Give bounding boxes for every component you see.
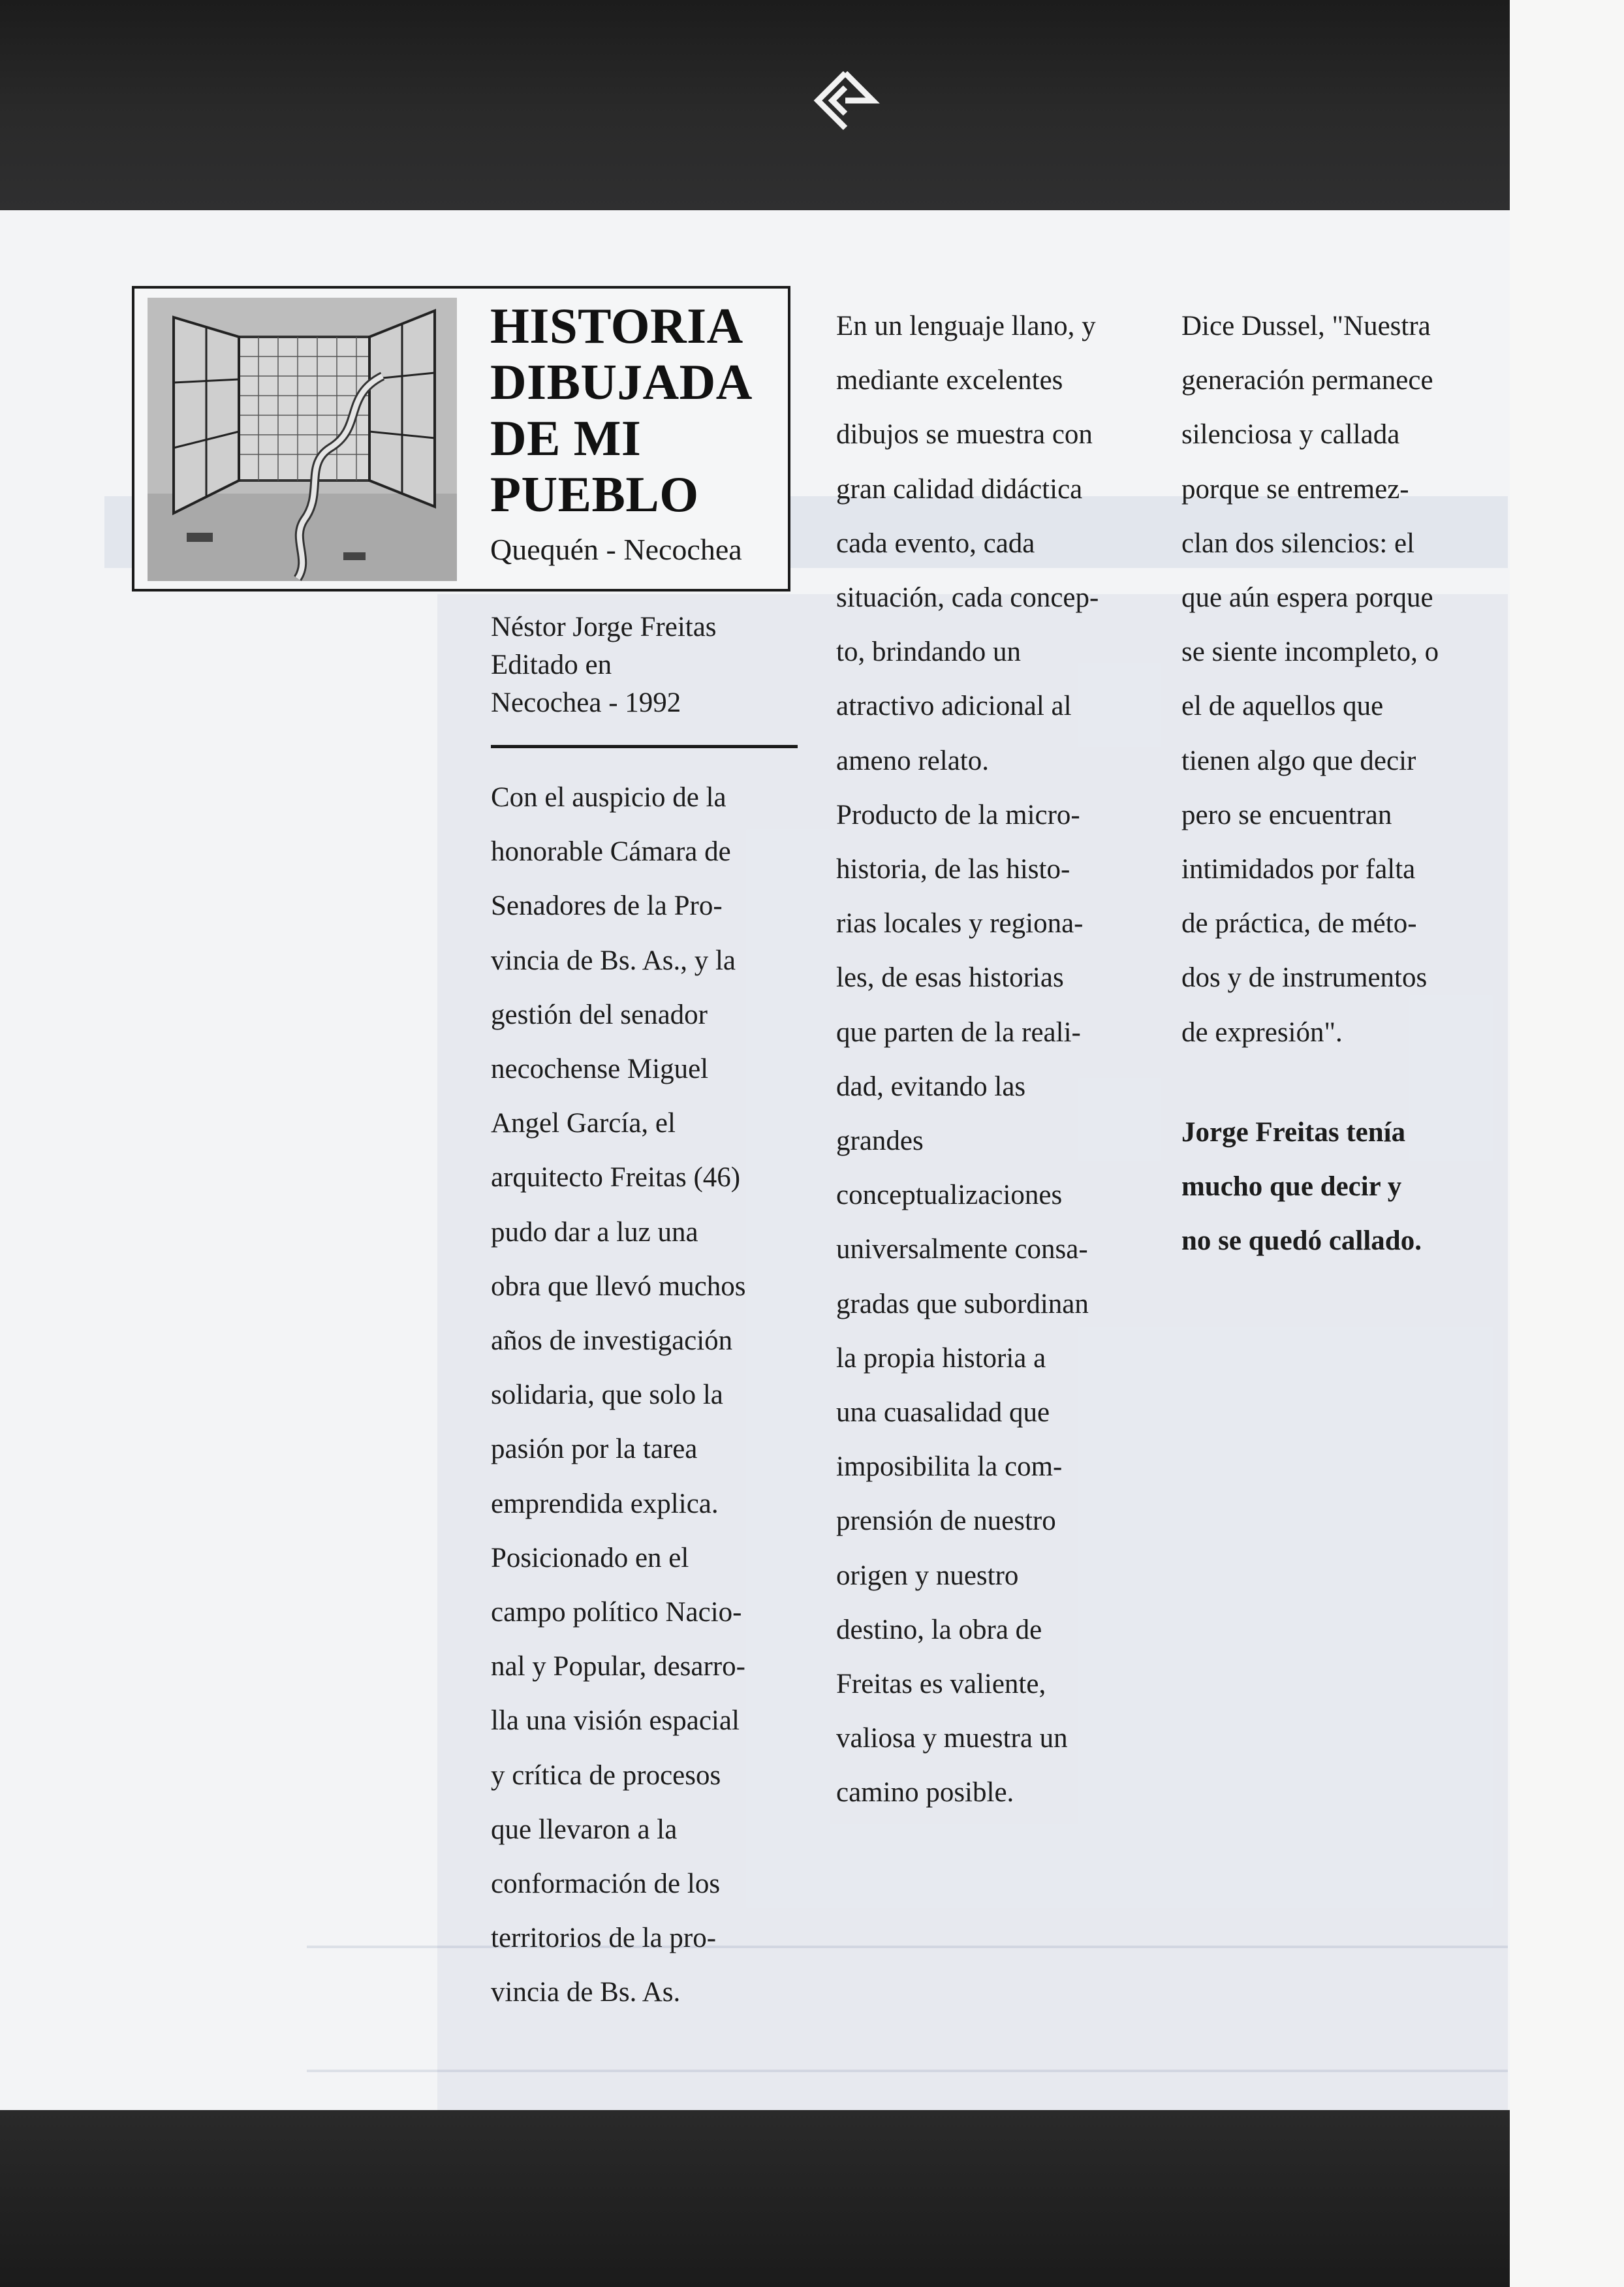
text-line: de práctica, de méto- bbox=[1181, 908, 1417, 939]
text-line: cada evento, cada bbox=[836, 528, 1035, 559]
text-line: Freitas es valiente, bbox=[836, 1669, 1046, 1700]
text-line: ameno relato. bbox=[836, 745, 990, 776]
text-line: que llevaron a la bbox=[491, 1814, 678, 1845]
text-line: Dice Dussel, "Nuestra bbox=[1181, 311, 1431, 341]
title-line: DE MI bbox=[490, 410, 642, 466]
text-line: to, brindando un bbox=[836, 637, 1022, 668]
text-line: y crítica de procesos bbox=[491, 1759, 721, 1791]
credit-line: Editado en bbox=[491, 650, 612, 680]
text-line: que aún espera porque bbox=[1181, 582, 1433, 614]
text-line: les, de esas historias bbox=[836, 962, 1064, 994]
text-line: prensión de nuestro bbox=[836, 1506, 1056, 1537]
text-line: silenciosa y callada bbox=[1181, 419, 1400, 450]
article-header-box bbox=[132, 286, 790, 591]
text-line: dibujos se muestra con bbox=[836, 419, 1093, 450]
text-line: solidaria, que solo la bbox=[491, 1380, 723, 1411]
credit-line: Necochea - 1992 bbox=[491, 687, 681, 718]
text-line: universalmente consa- bbox=[836, 1234, 1088, 1265]
text-line: mediante excelentes bbox=[836, 365, 1063, 396]
text-line: obra que llevó muchos bbox=[491, 1270, 746, 1302]
text-column-3 bbox=[1181, 299, 1501, 1268]
text-line: gradas que subordinan bbox=[836, 1288, 1089, 1319]
text-column-2 bbox=[836, 299, 1156, 1820]
text-line: grandes bbox=[836, 1126, 924, 1157]
text-line: situación, cada concep- bbox=[836, 582, 1099, 614]
text-line: porque se entremez- bbox=[1181, 473, 1409, 505]
text-line: Senadores de la Pro- bbox=[491, 891, 723, 922]
text-line: En un lenguaje llano, y bbox=[836, 311, 1096, 341]
text-line: conceptualizaciones bbox=[836, 1180, 1063, 1211]
text-line: mucho que decir y bbox=[1181, 1171, 1402, 1203]
text-line: gran calidad didáctica bbox=[836, 473, 1083, 505]
text-line: atractivo adicional al bbox=[836, 691, 1072, 722]
text-line: honorable Cámara de bbox=[491, 836, 731, 868]
text-column-1 bbox=[491, 770, 798, 2020]
text-line: origen y nuestro bbox=[836, 1560, 1019, 1591]
text-line: dad, evitando las bbox=[836, 1071, 1026, 1102]
text-line: pasión por la tarea bbox=[491, 1434, 698, 1465]
text-line: territorios de la pro- bbox=[491, 1923, 717, 1954]
book-credits bbox=[491, 608, 798, 722]
text-line: tienen algo que decir bbox=[1181, 745, 1416, 776]
credits-divider bbox=[491, 745, 798, 748]
title-line: PUEBLO bbox=[490, 466, 699, 522]
text-line: gestión del senador bbox=[491, 999, 708, 1030]
text-line: Angel García, el bbox=[491, 1108, 676, 1139]
text-line: pudo dar a luz una bbox=[491, 1216, 698, 1248]
text-line: valiosa y muestra un bbox=[836, 1723, 1068, 1754]
text-line: destino, la obra de bbox=[836, 1614, 1042, 1645]
credit-line: Néstor Jorge Freitas bbox=[491, 612, 717, 642]
text-line: camino posible. bbox=[836, 1777, 1014, 1808]
text-line: arquitecto Freitas (46) bbox=[491, 1162, 741, 1193]
text-line: rias locales y regiona- bbox=[836, 908, 1084, 939]
closing-statement bbox=[1181, 1105, 1501, 1269]
title-line: HISTORIA bbox=[490, 298, 743, 354]
text-line: conformación de los bbox=[491, 1869, 721, 1900]
text-line: Con el auspicio de la bbox=[491, 782, 726, 813]
text-line: años de investigación bbox=[491, 1325, 733, 1357]
text-line: Jorge Freitas tenía bbox=[1181, 1116, 1406, 1148]
text-line: generación permanece bbox=[1181, 365, 1433, 396]
text-line: clan dos silencios: el bbox=[1181, 528, 1415, 559]
text-line: necochense Miguel bbox=[491, 1054, 709, 1085]
publisher-logo-icon bbox=[806, 65, 884, 144]
text-line: nal y Popular, desarro- bbox=[491, 1651, 745, 1682]
window-map-illustration bbox=[148, 298, 457, 581]
article-subtitle: Quequén - Necochea bbox=[490, 533, 742, 566]
column-3-body bbox=[1181, 299, 1501, 1060]
text-line: campo político Nacio- bbox=[491, 1597, 742, 1628]
top-band bbox=[0, 0, 1510, 210]
text-line: imposibilita la com- bbox=[836, 1451, 1063, 1483]
ghost-rule bbox=[307, 2070, 1508, 2072]
text-line: Producto de la micro- bbox=[836, 799, 1080, 830]
text-line: no se quedó callado. bbox=[1181, 1225, 1422, 1257]
bottom-band bbox=[0, 2110, 1510, 2287]
text-line: emprendida explica. bbox=[491, 1488, 719, 1519]
title-line: DIBUJADA bbox=[490, 354, 753, 410]
text-line: intimidados por falta bbox=[1181, 854, 1416, 885]
text-line: Posicionado en el bbox=[491, 1542, 689, 1573]
text-line: el de aquellos que bbox=[1181, 691, 1384, 722]
text-line: la propia historia a bbox=[836, 1342, 1046, 1374]
text-line: dos y de instrumentos bbox=[1181, 962, 1428, 994]
text-line: vincia de Bs. As. bbox=[491, 1977, 681, 2008]
text-line: lla una visión espacial bbox=[491, 1705, 740, 1737]
text-line: historia, de las histo- bbox=[836, 854, 1070, 885]
title-block bbox=[490, 298, 777, 569]
text-line: pero se encuentran bbox=[1181, 799, 1392, 830]
text-line: vincia de Bs. As., y la bbox=[491, 945, 736, 976]
text-line: que parten de la reali- bbox=[836, 1017, 1081, 1048]
ghost-rule bbox=[307, 1946, 1508, 1948]
text-line: se siente incompleto, o bbox=[1181, 637, 1439, 668]
text-line: una cuasalidad que bbox=[836, 1397, 1050, 1428]
article-title bbox=[490, 298, 777, 522]
paper-edge bbox=[1510, 0, 1624, 2287]
text-line: de expresión". bbox=[1181, 1017, 1343, 1048]
